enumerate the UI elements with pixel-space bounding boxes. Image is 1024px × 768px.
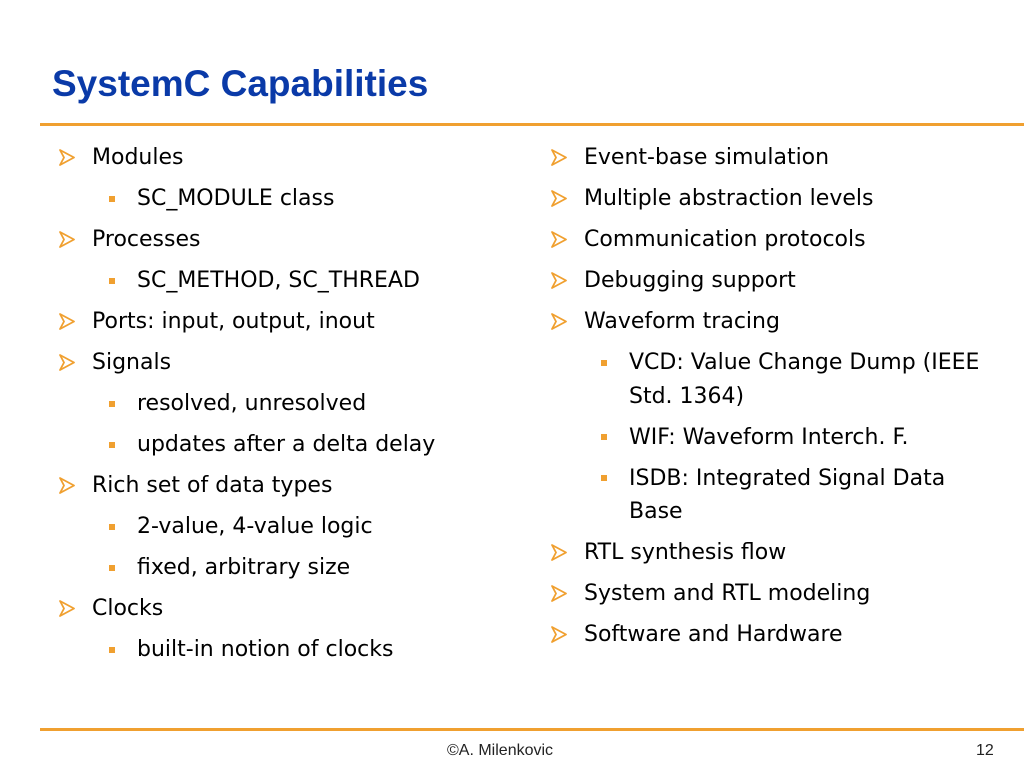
sub-bullet-item xyxy=(589,458,1004,533)
bullet-item xyxy=(52,301,492,342)
square-bullet-icon xyxy=(107,182,117,215)
bullet-text: System and RTL modeling xyxy=(584,581,871,606)
sub-bullet-item xyxy=(97,178,492,219)
bullet-item xyxy=(52,219,492,260)
arrowhead-bullet-icon xyxy=(549,536,569,569)
bullet-text: SC_METHOD, SC_THREAD xyxy=(137,268,420,293)
sub-bullet-item xyxy=(97,260,492,301)
square-bullet-icon xyxy=(107,428,117,461)
sub-bullet-item xyxy=(97,506,492,547)
right-bullet-list xyxy=(544,137,1004,655)
bullet-text: VCD: Value Change Dump (IEEE Std. 1364) xyxy=(629,350,980,409)
bullet-item xyxy=(52,342,492,383)
arrowhead-bullet-icon xyxy=(549,264,569,297)
bullet-text: Debugging support xyxy=(584,268,796,293)
bullet-text: resolved, unresolved xyxy=(137,391,367,416)
bullet-text: SC_MODULE class xyxy=(137,186,335,211)
footer-author: ©A. Milenkovic xyxy=(447,742,554,759)
sub-bullet-item xyxy=(589,342,1004,417)
sub-bullet-item xyxy=(97,424,492,465)
bullet-item xyxy=(544,532,1004,573)
arrowhead-bullet-icon xyxy=(57,223,77,256)
bullet-text: Clocks xyxy=(92,596,164,621)
bullet-item xyxy=(52,465,492,506)
bullet-text: Communication protocols xyxy=(584,227,866,252)
bullet-text: Software and Hardware xyxy=(584,622,843,647)
square-bullet-icon xyxy=(107,510,117,543)
arrowhead-bullet-icon xyxy=(549,182,569,215)
bullet-text: Signals xyxy=(92,350,172,375)
arrowhead-bullet-icon xyxy=(57,346,77,379)
bullet-text: Ports: input, output, inout xyxy=(92,309,375,334)
arrowhead-bullet-icon xyxy=(57,141,77,174)
bullet-item xyxy=(544,573,1004,614)
bullet-item xyxy=(544,614,1004,655)
sub-bullet-item xyxy=(97,629,492,670)
arrowhead-bullet-icon xyxy=(549,141,569,174)
sub-bullet-item xyxy=(97,547,492,588)
square-bullet-icon xyxy=(107,387,117,420)
left-bullet-list xyxy=(52,137,492,670)
title-divider xyxy=(40,123,1024,126)
square-bullet-icon xyxy=(107,264,117,297)
bullet-text: Multiple abstraction levels xyxy=(584,186,874,211)
arrowhead-bullet-icon xyxy=(549,618,569,651)
bullet-text: built-in notion of clocks xyxy=(137,637,394,662)
bullet-item xyxy=(544,260,1004,301)
arrowhead-bullet-icon xyxy=(57,469,77,502)
square-bullet-icon xyxy=(599,346,609,379)
bullet-text: Event-base simulation xyxy=(584,145,830,170)
square-bullet-icon xyxy=(599,421,609,454)
square-bullet-icon xyxy=(107,551,117,584)
sub-bullet-item xyxy=(97,383,492,424)
footer-divider xyxy=(40,728,1024,731)
bullet-text: WIF: Waveform Interch. F. xyxy=(629,424,909,450)
bullet-item xyxy=(52,588,492,629)
square-bullet-icon xyxy=(599,462,609,495)
bullet-text: 2-value, 4-value logic xyxy=(137,514,373,539)
square-bullet-icon xyxy=(107,633,117,666)
arrowhead-bullet-icon xyxy=(549,305,569,338)
bullet-text: updates after a delta delay xyxy=(137,432,436,457)
bullet-text: Processes xyxy=(92,227,201,252)
page-number: 12 xyxy=(976,742,994,759)
bullet-item xyxy=(544,137,1004,178)
arrowhead-bullet-icon xyxy=(57,592,77,625)
bullet-item xyxy=(544,219,1004,260)
bullet-text: Waveform tracing xyxy=(584,309,780,334)
bullet-item xyxy=(544,301,1004,342)
arrowhead-bullet-icon xyxy=(57,305,77,338)
bullet-text: Rich set of data types xyxy=(92,473,333,498)
bullet-item xyxy=(544,178,1004,219)
bullet-item xyxy=(52,137,492,178)
arrowhead-bullet-icon xyxy=(549,223,569,256)
arrowhead-bullet-icon xyxy=(549,577,569,610)
sub-bullet-item xyxy=(589,417,1004,458)
bullet-text: ISDB: Integrated Signal Data Base xyxy=(629,465,946,524)
bullet-text: fixed, arbitrary size xyxy=(137,555,351,580)
bullet-text: Modules xyxy=(92,145,184,170)
slide-title: SystemC Capabilities xyxy=(52,63,429,104)
bullet-text: RTL synthesis flow xyxy=(584,540,787,565)
